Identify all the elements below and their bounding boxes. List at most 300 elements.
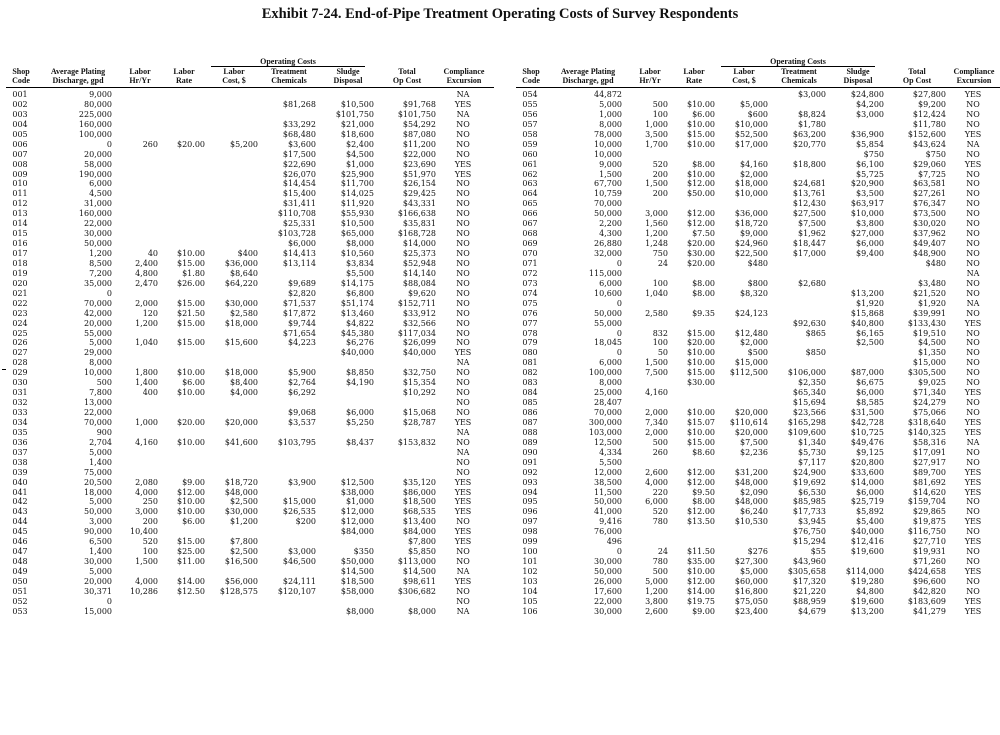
table-row <box>516 329 1000 339</box>
cell-sludge-disposal: $6,165 <box>856 328 884 338</box>
cell-labor-hours: 3,000 <box>645 209 668 219</box>
cell-treatment-chemicals: $15,400 <box>282 189 316 199</box>
cell-total-op-cost: $12,424 <box>912 109 946 119</box>
cell-labor-rate: $15.00 <box>177 258 205 268</box>
cell-labor-cost: $36,000 <box>734 209 768 219</box>
cell-shop-code: 017 <box>12 249 28 258</box>
table-row <box>6 179 494 189</box>
cell-compliance: NO <box>966 368 980 378</box>
table-row <box>6 329 494 339</box>
cell-labor-rate: $10.00 <box>687 119 715 129</box>
cell-discharge: 29,000 <box>84 348 112 358</box>
cell-discharge: 12,000 <box>594 467 622 477</box>
cell-labor-rate: $19.75 <box>687 596 715 606</box>
col-header-labor-rate: Labor Rate <box>173 67 195 85</box>
table-row <box>516 507 1000 517</box>
cell-compliance: NA <box>456 427 470 437</box>
cell-labor-hours: 10,400 <box>130 527 158 537</box>
table-row <box>6 547 494 557</box>
cell-total-op-cost: $9,620 <box>408 288 436 298</box>
cell-compliance: NO <box>966 328 980 338</box>
cell-discharge: 6,000 <box>89 179 112 189</box>
cell-compliance: NO <box>456 209 470 219</box>
cell-total-op-cost: $32,750 <box>402 368 436 378</box>
cell-treatment-chemicals: $65,340 <box>792 388 826 398</box>
cell-compliance: NO <box>456 239 470 249</box>
cell-treatment-chemicals: $17,000 <box>792 249 826 258</box>
cell-labor-hours: 1,700 <box>645 139 668 149</box>
cell-sludge-disposal: $19,600 <box>850 596 884 606</box>
cell-total-op-cost: $29,060 <box>912 159 946 169</box>
cell-shop-code: 098 <box>522 527 538 537</box>
cell-compliance: NO <box>966 209 980 219</box>
cell-labor-rate: $1.80 <box>182 268 205 278</box>
cell-compliance: NO <box>456 457 470 467</box>
cell-labor-rate: $12.00 <box>687 219 715 229</box>
cell-total-op-cost: $29,865 <box>912 507 946 517</box>
cell-shop-code: 062 <box>522 169 538 179</box>
cell-discharge: 0 <box>616 258 622 268</box>
cell-shop-code: 104 <box>522 586 538 596</box>
cell-compliance: NO <box>456 517 470 527</box>
cell-labor-cost: $20,000 <box>734 427 768 437</box>
cell-treatment-chemicals: $9,744 <box>288 318 316 328</box>
cell-labor-cost: $17,000 <box>734 139 768 149</box>
cell-sludge-disposal: $6,276 <box>346 338 374 348</box>
table-row <box>516 537 1000 547</box>
cell-sludge-disposal: $27,000 <box>850 229 884 239</box>
cell-total-op-cost: $14,140 <box>402 268 436 278</box>
cell-compliance: YES <box>964 427 982 437</box>
cell-discharge: 26,880 <box>594 239 622 249</box>
cell-sludge-disposal: $1,000 <box>346 497 374 507</box>
cell-shop-code: 054 <box>522 90 538 99</box>
cell-treatment-chemicals: $24,111 <box>282 576 316 586</box>
cell-total-op-cost: $96,600 <box>912 576 946 586</box>
cell-compliance: NO <box>456 249 470 258</box>
table-row <box>516 418 1000 428</box>
cell-labor-hours: 1,500 <box>645 179 668 189</box>
cell-labor-cost: $20,000 <box>734 408 768 417</box>
cell-total-op-cost: $116,750 <box>907 527 946 537</box>
cell-labor-hours: 260 <box>142 139 158 149</box>
cell-discharge: 190,000 <box>78 169 112 179</box>
cell-shop-code: 015 <box>12 229 28 239</box>
cell-total-op-cost: $28,787 <box>402 417 436 427</box>
cell-labor-rate: $21.50 <box>177 308 205 318</box>
cell-total-op-cost: $153,832 <box>397 437 436 447</box>
table-row <box>6 338 494 348</box>
cell-compliance: YES <box>454 527 472 537</box>
col-header-discharge: Average Plating Discharge, gpd <box>50 67 106 85</box>
cell-treatment-chemicals: $2,350 <box>798 378 826 388</box>
cell-sludge-disposal: $5,250 <box>346 417 374 427</box>
cell-compliance: NO <box>966 288 980 298</box>
cell-labor-cost: $15,600 <box>224 338 258 348</box>
cell-shop-code: 010 <box>12 179 28 189</box>
col-header-shop-code: Shop Code <box>522 67 540 85</box>
cell-discharge: 20,000 <box>84 576 112 586</box>
cell-discharge: 2,200 <box>599 219 622 229</box>
cell-total-op-cost: $7,800 <box>408 537 436 547</box>
cell-treatment-chemicals: $24,681 <box>792 179 826 189</box>
cell-total-op-cost: $4,500 <box>918 338 946 348</box>
cell-sludge-disposal: $10,500 <box>340 219 374 229</box>
table-row <box>516 160 1000 170</box>
cell-labor-rate: $26.00 <box>177 278 205 288</box>
cell-shop-code: 005 <box>12 129 28 139</box>
cell-discharge: 10,759 <box>594 189 622 199</box>
cell-labor-hours: 200 <box>652 169 668 179</box>
table-body <box>6 90 494 617</box>
cell-total-op-cost: $15,000 <box>912 358 946 368</box>
cell-total-op-cost: $58,316 <box>912 437 946 447</box>
cell-compliance: NO <box>456 547 470 557</box>
table-row <box>516 368 1000 378</box>
cell-shop-code: 095 <box>522 497 538 507</box>
cell-shop-code: 040 <box>12 477 28 487</box>
cell-total-op-cost: $5,850 <box>408 547 436 557</box>
header-rule <box>6 87 494 88</box>
cell-total-op-cost: $480 <box>925 258 946 268</box>
cell-total-op-cost: $89,700 <box>912 467 946 477</box>
cell-shop-code: 064 <box>522 189 538 199</box>
cell-compliance: NA <box>456 567 470 576</box>
cell-total-op-cost: $19,875 <box>912 517 946 527</box>
cell-labor-rate: $12.00 <box>177 487 205 497</box>
cell-labor-hours: 40 <box>147 249 158 258</box>
cell-labor-hours: 24 <box>657 258 668 268</box>
cell-shop-code: 100 <box>522 547 538 557</box>
cell-sludge-disposal: $11,700 <box>340 179 374 189</box>
cell-compliance: NO <box>966 229 980 239</box>
cell-discharge: 20,000 <box>84 149 112 159</box>
cell-discharge: 70,000 <box>594 408 622 417</box>
cell-shop-code: 055 <box>522 99 538 109</box>
cell-shop-code: 006 <box>12 139 28 149</box>
table-row <box>6 557 494 567</box>
cell-treatment-chemicals: $850 <box>805 348 826 358</box>
cell-sludge-disposal: $65,000 <box>340 229 374 239</box>
cell-treatment-chemicals: $88,959 <box>792 596 826 606</box>
cell-compliance: NO <box>966 358 980 368</box>
cell-shop-code: 035 <box>12 427 28 437</box>
cell-sludge-disposal: $3,000 <box>856 109 884 119</box>
cell-discharge: 100,000 <box>588 368 622 378</box>
cell-labor-hours: 2,470 <box>135 278 158 288</box>
cell-compliance: NO <box>456 278 470 288</box>
cell-shop-code: 057 <box>522 119 538 129</box>
cell-discharge: 78,000 <box>594 129 622 139</box>
table-row <box>6 597 494 607</box>
cell-labor-hours: 2,600 <box>645 606 668 616</box>
cell-shop-code: 076 <box>522 308 538 318</box>
cell-labor-hours: 200 <box>652 189 668 199</box>
table-row <box>6 219 494 229</box>
cell-compliance: YES <box>964 567 982 576</box>
cell-compliance: NO <box>966 497 980 507</box>
table-row <box>6 309 494 319</box>
table-row <box>6 259 494 269</box>
cell-shop-code: 099 <box>522 537 538 547</box>
cell-labor-cost: $112,500 <box>729 368 768 378</box>
table-row <box>6 348 494 358</box>
cell-labor-hours: 1,000 <box>135 417 158 427</box>
cell-discharge: 160,000 <box>78 209 112 219</box>
cell-sludge-disposal: $4,500 <box>346 149 374 159</box>
cell-labor-rate: $12.00 <box>687 209 715 219</box>
cell-sludge-disposal: $5,500 <box>346 268 374 278</box>
cell-total-op-cost: $41,279 <box>912 606 946 616</box>
cell-sludge-disposal: $8,585 <box>856 398 884 408</box>
cell-treatment-chemicals: $1,780 <box>798 119 826 129</box>
cell-total-op-cost: $152,711 <box>397 298 436 308</box>
col-header-compliance: Compliance Excursion <box>953 67 995 85</box>
cell-total-op-cost: $19,931 <box>912 547 946 557</box>
cell-labor-hours: 4,160 <box>645 388 668 398</box>
cell-sludge-disposal: $18,600 <box>340 129 374 139</box>
cell-labor-hours: 750 <box>652 249 668 258</box>
cell-total-op-cost: $43,331 <box>402 199 436 209</box>
cell-labor-hours: 2,580 <box>645 308 668 318</box>
table-row <box>516 100 1000 110</box>
cell-labor-cost: $36,000 <box>224 258 258 268</box>
cell-total-op-cost: $3,480 <box>918 278 946 288</box>
cell-labor-cost: $18,000 <box>734 179 768 189</box>
table-row <box>516 229 1000 239</box>
cell-labor-rate: $9.35 <box>692 308 715 318</box>
cell-treatment-chemicals: $26,070 <box>282 169 316 179</box>
cell-treatment-chemicals: $20,770 <box>792 139 826 149</box>
cell-sludge-disposal: $14,500 <box>340 567 374 576</box>
cell-sludge-disposal: $19,600 <box>850 547 884 557</box>
cell-shop-code: 038 <box>12 457 28 467</box>
cell-shop-code: 049 <box>12 567 28 576</box>
cell-labor-hours: 2,000 <box>645 427 668 437</box>
cell-shop-code: 011 <box>12 189 28 199</box>
cell-compliance: NO <box>456 557 470 567</box>
cell-labor-cost: $276 <box>747 547 768 557</box>
cell-labor-rate: $10.00 <box>687 408 715 417</box>
cell-labor-rate: $12.00 <box>687 467 715 477</box>
cell-discharge: 5,000 <box>89 567 112 576</box>
cell-labor-cost: $18,000 <box>224 368 258 378</box>
table-row <box>516 497 1000 507</box>
cell-labor-hours: 4,000 <box>135 576 158 586</box>
cell-discharge: 17,600 <box>594 586 622 596</box>
cell-discharge: 3,000 <box>89 517 112 527</box>
table-row <box>6 269 494 279</box>
cell-total-op-cost: $8,000 <box>408 606 436 616</box>
cell-sludge-disposal: $4,190 <box>346 378 374 388</box>
table-row <box>516 249 1000 259</box>
cell-compliance: YES <box>964 517 982 527</box>
cell-sludge-disposal: $14,025 <box>340 189 374 199</box>
cell-sludge-disposal: $12,000 <box>340 507 374 517</box>
cell-shop-code: 030 <box>12 378 28 388</box>
cell-labor-cost: $20,000 <box>224 417 258 427</box>
cell-discharge: 8,500 <box>89 258 112 268</box>
cell-sludge-disposal: $15,868 <box>850 308 884 318</box>
cell-compliance: NO <box>456 318 470 328</box>
cell-discharge: 0 <box>616 298 622 308</box>
cell-labor-hours: 3,000 <box>135 507 158 517</box>
cell-labor-cost: $75,050 <box>734 596 768 606</box>
cell-treatment-chemicals: $7,117 <box>798 457 826 467</box>
cell-labor-hours: 100 <box>652 109 668 119</box>
cell-sludge-disposal: $38,000 <box>340 487 374 497</box>
cell-shop-code: 078 <box>522 328 538 338</box>
table-row <box>516 90 1000 100</box>
table-row <box>6 90 494 100</box>
cell-treatment-chemicals: $17,500 <box>282 149 316 159</box>
cell-labor-rate: $6.00 <box>182 378 205 388</box>
cell-shop-code: 060 <box>522 149 538 159</box>
cell-discharge: 4,334 <box>599 447 622 457</box>
margin-mark <box>2 369 6 370</box>
cell-sludge-disposal: $20,800 <box>850 457 884 467</box>
cell-discharge: 0 <box>106 596 112 606</box>
table-row <box>6 507 494 517</box>
table-row <box>516 478 1000 488</box>
cell-shop-code: 041 <box>12 487 28 497</box>
cell-labor-hours: 4,000 <box>645 477 668 487</box>
cell-discharge: 1,200 <box>89 249 112 258</box>
col-header-sludge-disposal: Sludge Disposal <box>333 67 363 85</box>
cell-sludge-disposal: $1,000 <box>346 159 374 169</box>
cell-shop-code: 056 <box>522 109 538 119</box>
cell-labor-cost: $5,000 <box>740 99 768 109</box>
cell-shop-code: 092 <box>522 467 538 477</box>
cell-discharge: 8,000 <box>599 378 622 388</box>
cell-treatment-chemicals: $22,690 <box>282 159 316 169</box>
cell-total-op-cost: $68,535 <box>402 507 436 517</box>
cell-discharge: 31,000 <box>84 199 112 209</box>
cell-labor-rate: $8.00 <box>692 159 715 169</box>
cell-shop-code: 068 <box>522 229 538 239</box>
cell-discharge: 55,000 <box>84 328 112 338</box>
table-row <box>6 497 494 507</box>
cell-compliance: NO <box>966 408 980 417</box>
cell-sludge-disposal: $33,600 <box>850 467 884 477</box>
cell-labor-cost: $500 <box>747 348 768 358</box>
table-row <box>6 299 494 309</box>
cell-shop-code: 029 <box>12 368 28 378</box>
cell-discharge: 22,000 <box>594 596 622 606</box>
table-row <box>6 428 494 438</box>
cell-sludge-disposal: $25,900 <box>340 169 374 179</box>
cell-labor-hours: 1,200 <box>645 586 668 596</box>
cell-compliance: NO <box>456 408 470 417</box>
cell-labor-hours: 500 <box>652 567 668 576</box>
cell-shop-code: 069 <box>522 239 538 249</box>
cell-compliance: YES <box>964 388 982 398</box>
cell-shop-code: 103 <box>522 576 538 586</box>
cell-treatment-chemicals: $3,945 <box>798 517 826 527</box>
cell-total-op-cost: $13,400 <box>402 517 436 527</box>
table-row <box>516 597 1000 607</box>
cell-labor-cost: $5,200 <box>230 139 258 149</box>
cell-treatment-chemicals: $12,430 <box>792 199 826 209</box>
cell-total-op-cost: $15,354 <box>402 378 436 388</box>
cell-labor-rate: $10.00 <box>687 99 715 109</box>
cell-compliance: NO <box>456 308 470 318</box>
cell-sludge-disposal: $6,000 <box>856 487 884 497</box>
cell-treatment-chemicals: $3,600 <box>288 139 316 149</box>
cell-treatment-chemicals: $71,654 <box>282 328 316 338</box>
cell-treatment-chemicals: $81,268 <box>282 99 316 109</box>
cell-compliance: YES <box>964 596 982 606</box>
cell-labor-rate: $20.00 <box>177 417 205 427</box>
cell-labor-cost: $24,960 <box>734 239 768 249</box>
cell-compliance: NO <box>966 348 980 358</box>
cell-sludge-disposal: $13,460 <box>340 308 374 318</box>
cell-labor-cost: $18,000 <box>224 318 258 328</box>
table-row <box>516 408 1000 418</box>
cell-discharge: 6,000 <box>599 358 622 368</box>
cell-labor-cost: $9,000 <box>740 229 768 239</box>
cell-discharge: 1,500 <box>599 169 622 179</box>
cell-treatment-chemicals: $43,960 <box>792 557 826 567</box>
cell-shop-code: 033 <box>12 408 28 417</box>
table-row <box>6 378 494 388</box>
cell-sludge-disposal: $84,000 <box>340 527 374 537</box>
cell-compliance: YES <box>964 318 982 328</box>
cell-discharge: 50,000 <box>594 209 622 219</box>
cell-labor-cost: $4,000 <box>230 388 258 398</box>
cell-shop-code: 026 <box>12 338 28 348</box>
cell-compliance: NA <box>966 298 980 308</box>
cell-labor-cost: $110,614 <box>729 417 768 427</box>
cell-compliance: NO <box>966 278 980 288</box>
cell-labor-cost: $8,320 <box>740 288 768 298</box>
cell-sludge-disposal: $9,125 <box>856 447 884 457</box>
cell-compliance: NO <box>966 457 980 467</box>
table-row <box>6 478 494 488</box>
cell-treatment-chemicals: $106,000 <box>787 368 826 378</box>
col-header-labor-rate: Labor Rate <box>683 67 705 85</box>
cell-compliance: YES <box>454 487 472 497</box>
cell-compliance: NO <box>456 298 470 308</box>
cell-labor-cost: $31,200 <box>734 467 768 477</box>
cell-treatment-chemicals: $120,107 <box>277 586 316 596</box>
cell-total-op-cost: $81,692 <box>912 477 946 487</box>
cell-total-op-cost: $29,425 <box>402 189 436 199</box>
cell-labor-hours: 832 <box>652 328 668 338</box>
cell-labor-cost: $27,300 <box>734 557 768 567</box>
cell-discharge: 500 <box>96 378 112 388</box>
cell-shop-code: 009 <box>12 169 28 179</box>
cell-compliance: NO <box>456 268 470 278</box>
cell-labor-rate: $30.00 <box>687 378 715 388</box>
table-row <box>6 150 494 160</box>
cell-shop-code: 028 <box>12 358 28 368</box>
cell-treatment-chemicals: $13,761 <box>792 189 826 199</box>
cell-discharge: 5,000 <box>89 447 112 457</box>
left-table <box>6 57 494 729</box>
cell-sludge-disposal: $40,000 <box>340 348 374 358</box>
cell-labor-cost: $16,800 <box>734 586 768 596</box>
cell-shop-code: 053 <box>12 606 28 616</box>
cell-treatment-chemicals: $865 <box>805 328 826 338</box>
cell-treatment-chemicals: $3,000 <box>288 547 316 557</box>
cell-labor-rate: $25.00 <box>177 547 205 557</box>
cell-labor-cost: $7,800 <box>230 537 258 547</box>
cell-labor-rate: $15.00 <box>177 318 205 328</box>
cell-labor-cost: $16,500 <box>224 557 258 567</box>
table-row <box>516 319 1000 329</box>
cell-shop-code: 052 <box>12 596 28 606</box>
